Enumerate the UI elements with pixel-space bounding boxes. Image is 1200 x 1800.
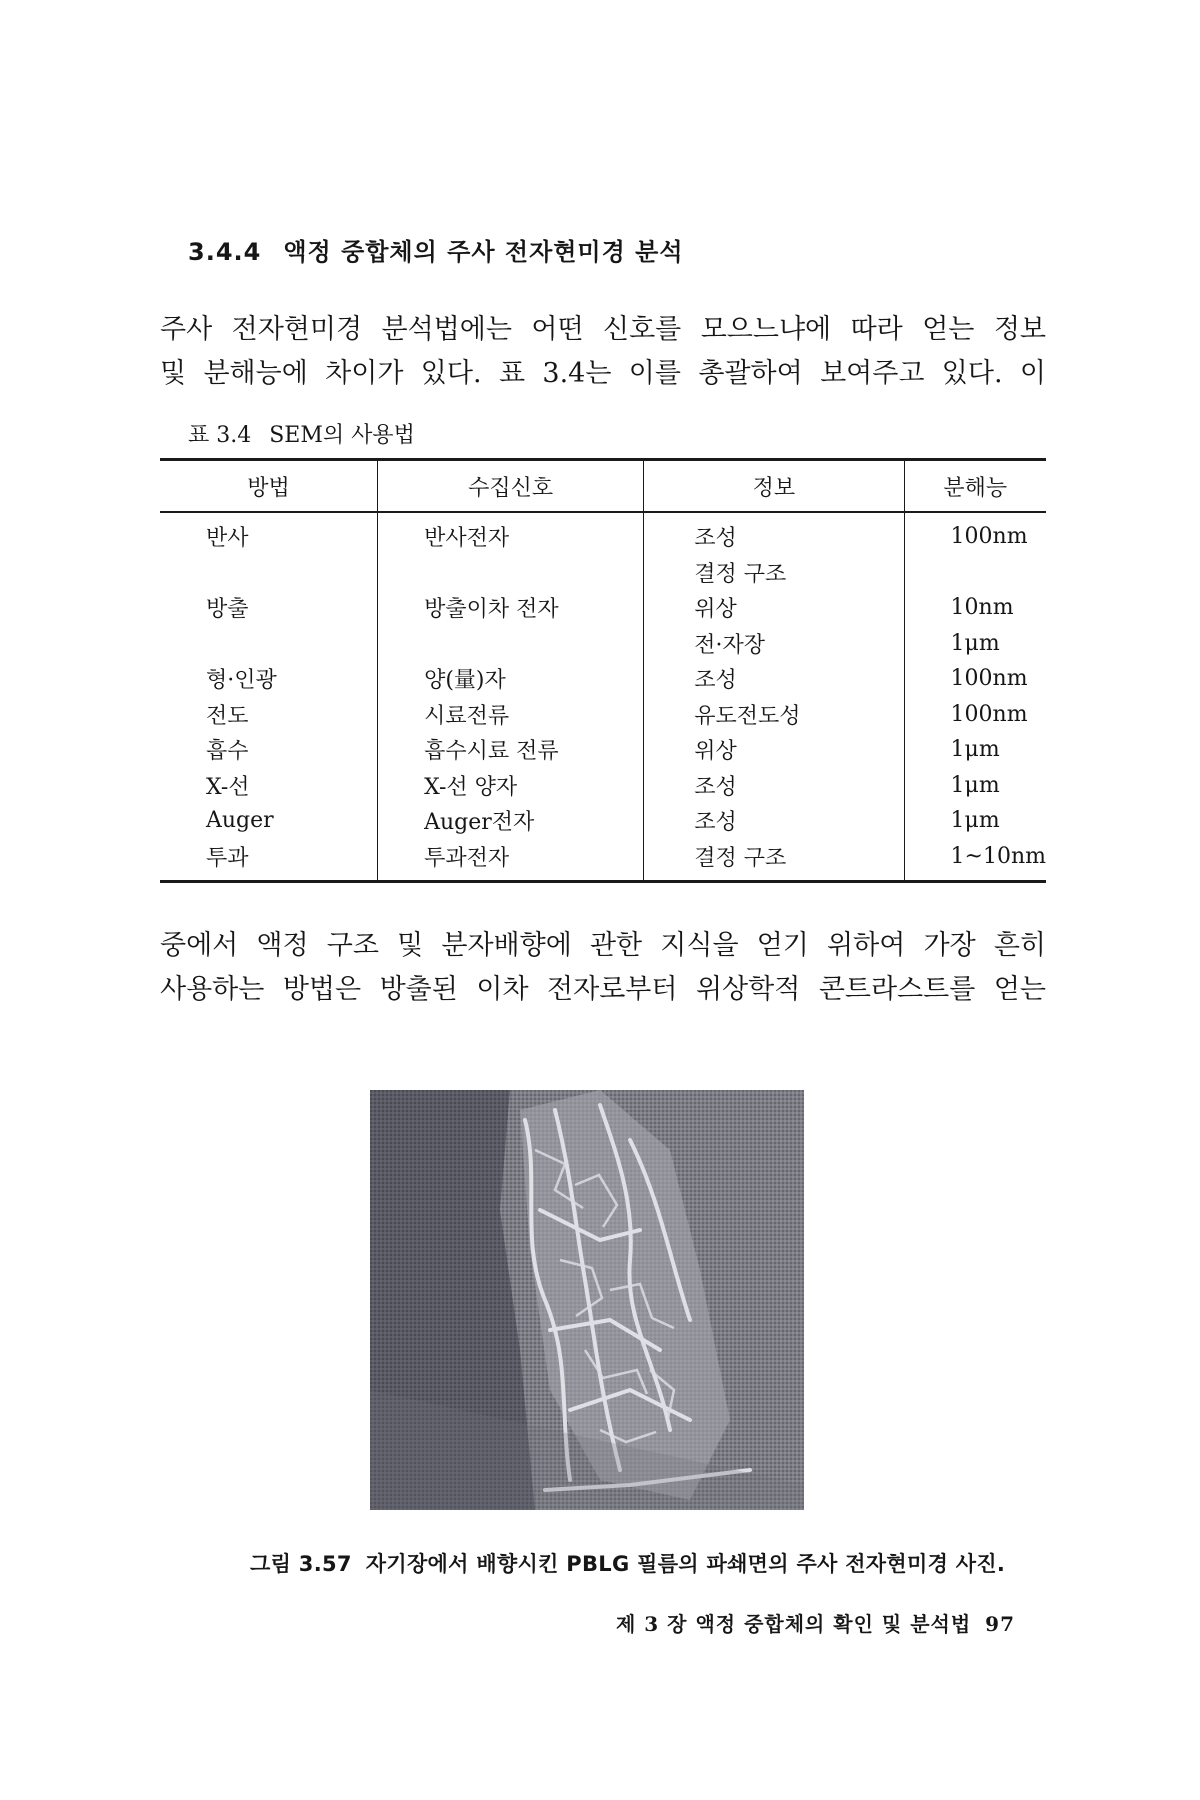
method-cell: 반사 [160,512,378,555]
resolution-cell: 1μm [950,737,1000,763]
signal-cell [378,555,644,591]
signal-cell: 양(量)자 [378,661,644,697]
resolution-cell: 100nm [950,524,1028,550]
information-cell: 조성 [644,803,904,839]
signal-cell: 흡수시료 전류 [378,732,644,768]
page-footer [616,1608,1015,1637]
information-cell: 결정 구조 [644,555,904,591]
sem-usage-table [160,458,1046,883]
information-cell: 위상 [644,732,904,768]
signal-cell: 반사전자 [378,512,644,555]
method-cell: 전도 [160,697,378,733]
section-title: 액정 중합체의 주사 전자현미경 분석 [283,238,684,266]
signal-cell: 투과전자 [378,839,644,882]
table-title: SEM의 사용법 [269,423,415,448]
resolution-cell: 10nm [950,595,1014,621]
figure-label: 그림 3.57 [250,1552,352,1576]
sem-micrograph-image [370,1090,804,1510]
section-heading [188,232,684,267]
resolution-cell: 1~10nm [950,843,1046,869]
method-cell [160,626,378,662]
method-cell: 방출 [160,590,378,626]
paragraph-continued [160,924,1046,1012]
table-row [160,661,1046,697]
resolution-cell: 1μm [950,630,1000,656]
header-information: 정보 [644,460,904,513]
table-row [160,768,1046,804]
signal-cell: 시료전류 [378,697,644,733]
paragraph-line: 중에서 액정 구조 및 분자배향에 관한 지식을 얻기 위하여 가장 흔히 [160,930,1046,961]
page-number: 97 [985,1612,1015,1636]
header-method: 방법 [160,460,378,513]
resolution-cell: 1μm [950,808,1000,834]
table-row [160,839,1046,882]
resolution-cell: 1μm [950,772,1000,798]
method-cell: 흡수 [160,732,378,768]
table-header-row [160,460,1046,513]
signal-cell: 방출이차 전자 [378,590,644,626]
information-cell: 유도전도성 [644,697,904,733]
information-cell: 전·자장 [644,626,904,662]
figure-caption-text: 자기장에서 배향시킨 PBLG 필름의 파쇄면의 주사 전자현미경 사진. [365,1552,1006,1576]
table-row [160,803,1046,839]
table-row [160,512,1046,555]
table-caption [188,418,415,449]
information-cell: 조성 [644,512,904,555]
header-resolution: 분해능 [904,460,1046,513]
information-cell: 조성 [644,768,904,804]
header-signal: 수집신호 [378,460,644,513]
table-row [160,590,1046,626]
signal-cell: X-선 양자 [378,768,644,804]
method-cell: 투과 [160,839,378,882]
paragraph-line: 주사 전자현미경 분석법에는 어떤 신호를 모으느냐에 따라 얻는 정보 [160,314,1046,345]
signal-cell: Auger전자 [378,803,644,839]
resolution-cell: 100nm [950,701,1028,727]
method-cell [160,555,378,591]
information-cell: 결정 구조 [644,839,904,882]
table-row [160,732,1046,768]
signal-cell [378,626,644,662]
table-row [160,626,1046,662]
information-cell: 조성 [644,661,904,697]
resolution-cell: 100nm [950,666,1028,692]
table-label: 표 3.4 [188,423,252,448]
method-cell: X-선 [160,768,378,804]
table-row [160,555,1046,591]
paragraph-line: 및 분해능에 차이가 있다. 표 3.4는 이를 총괄하여 보여주고 있다. 이 [160,358,1046,389]
section-number: 3.4.4 [188,238,262,266]
resolution-cell [904,555,1046,591]
paragraph-intro [160,308,1046,396]
method-cell: 형·인광 [160,661,378,697]
paragraph-line: 사용하는 방법은 방출된 이차 전자로부터 위상학적 콘트라스트를 얻는 [160,974,1046,1005]
table-row [160,697,1046,733]
figure-caption [250,1548,1005,1578]
information-cell: 위상 [644,590,904,626]
method-cell: Auger [160,803,378,839]
chapter-title: 제 3 장 액정 중합체의 확인 및 분석법 [616,1612,972,1636]
